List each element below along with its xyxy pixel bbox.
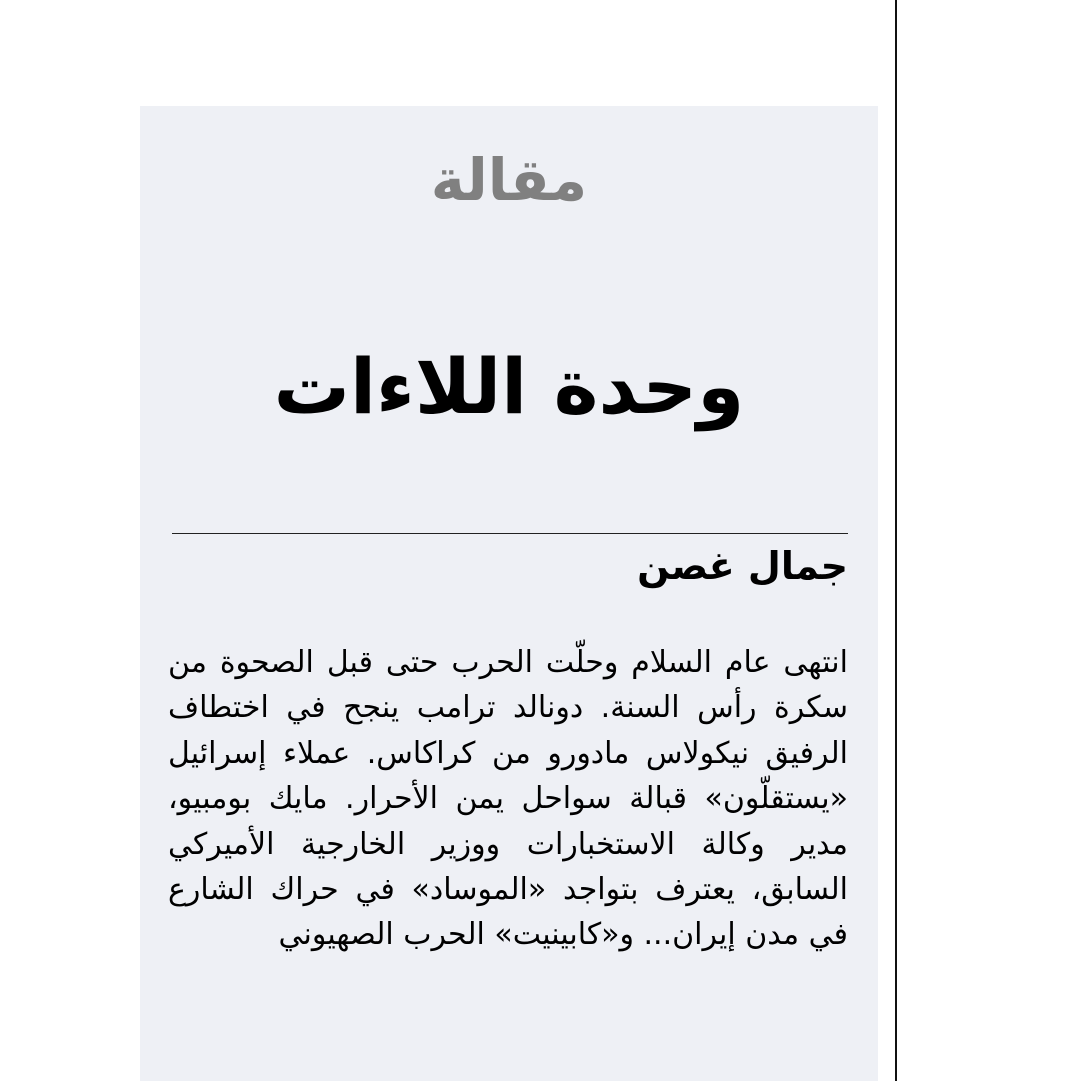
article-panel — [140, 106, 878, 1081]
article-headline: وحدة اللاءات — [273, 342, 745, 431]
column-divider — [895, 0, 897, 1081]
article-body: انتهى عام السلام وحلّت الحرب حتى قبل الصحوة من سكرة رأس السنة. دونالد ترامب ينجح في اختطاف الرفيق نيكولاس مادورو من كراكاس. عملاء إسرائيل «يستقلّون» قبالة سواحل يمن الأحرار. مايك بومبيو، مدير وكالة الاستخبارات ووزير الخارجية الأميركي السابق، يعترف بتواجد «الموساد» في حراك الشارع في مدن إيران... و«كابينيت» الحرب الصهيوني — [168, 645, 848, 953]
article-author: جمال غصن — [637, 544, 848, 588]
author-rule — [172, 533, 848, 534]
article-kicker: مقالة — [430, 146, 588, 214]
